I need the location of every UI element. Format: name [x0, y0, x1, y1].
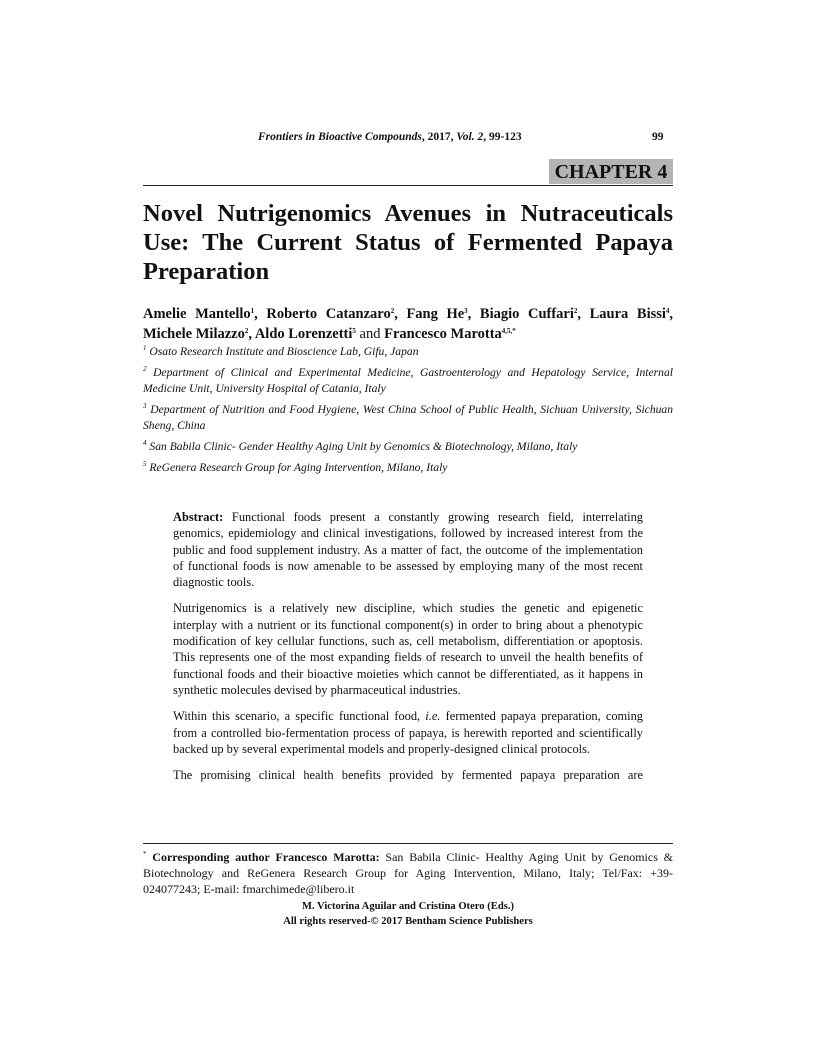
author-name: Francesco Marotta: [384, 326, 502, 342]
separator: ,: [248, 326, 255, 342]
author-name: Amelie Mantello: [143, 306, 251, 322]
author-name: Fang He: [406, 306, 465, 322]
affiliation: [143, 365, 673, 397]
footnote-label: Corresponding author Francesco Marotta:: [152, 850, 380, 864]
author: [406, 306, 467, 322]
affiliation-text: Department of Clinical and Experimental Medicine, Gastroenterology and Hepatology Service, Internal Medicine Unit, University Hospital of Catania, Italy: [143, 366, 673, 395]
abstract-paragraph: [173, 708, 643, 757]
abstract-text: Functional foods present a constantly growing research field, interrelating genomics, epidemiology and clinical investigations, followed by increased interest from the public and food supplement industry. As a matter of fact, the outcome of the implementation of functional foods is now amenable to be assessed by employing many of the most recent diagnostic tools.: [173, 510, 643, 590]
footnote-divider: [143, 843, 673, 844]
volume: Vol. 2: [456, 131, 484, 143]
affiliation: [143, 439, 673, 455]
footnote-mark: *: [143, 850, 147, 858]
author-affiliation-mark: 4,5,*: [501, 327, 516, 335]
author-name: Biagio Cuffari: [479, 306, 574, 322]
running-header: [258, 131, 522, 143]
affiliation-number: 4: [143, 439, 147, 447]
abstract: [173, 509, 643, 793]
divider: [143, 185, 673, 186]
affiliation: [143, 460, 673, 476]
separator: ,: [669, 306, 674, 322]
author: [384, 326, 516, 342]
separator: ,: [254, 306, 267, 322]
author: [590, 306, 670, 322]
abstract-paragraph: [173, 509, 643, 590]
author-affiliation-mark: 4: [665, 307, 670, 315]
chapter-label: CHAPTER 4: [549, 159, 673, 184]
footnote-text: San Babila Clinic- Healthy Aging Unit by Genomics & Biotechnology and ReGenera Research Group for Aging Intervention, Milano, Italy; Tel/Fax: +39-024077243; E-mail: fmarchimede@libero.it: [143, 850, 674, 896]
affiliation-number: 3: [143, 402, 147, 410]
year: , 2017,: [421, 131, 457, 143]
author-affiliation-mark: 2: [390, 307, 395, 315]
author-list: [143, 304, 673, 344]
author-affiliation-mark: 5: [352, 327, 356, 335]
author-name: Aldo Lorenzetti: [254, 326, 353, 342]
abstract-paragraph: Nutrigenomics is a relatively new discipline, which studies the genetic and epigenetic interplay with a nutrient or its functional component(s) in order to bring about a phenotypic modification of key cellular functions, such as, cell metabolism, differentiation or apoptosis. This represents one of the most expanding fields of research to unveil the health benefits of functional foods and their bioactive moieties which cannot be differentiated, as it happens in synthetic molecules devised by pharmaceutical industries.: [173, 601, 643, 697]
author: [143, 326, 248, 342]
author-affiliation-mark: 3: [464, 307, 468, 315]
affiliation-text: Department of Nutrition and Food Hygiene, West China School of Public Health, Sichuan University, Sichuan Sheng, China: [143, 403, 674, 432]
author-affiliation-mark: 2: [573, 307, 578, 315]
affiliation-number: 1: [143, 344, 147, 352]
journal-name: Frontiers in Bioactive Compounds: [258, 131, 422, 143]
page-number: 99: [652, 131, 664, 143]
text: i.e.: [425, 709, 441, 724]
text: Within this scenario, a specific functional food,: [173, 709, 426, 724]
affiliation: [143, 402, 673, 434]
author: [480, 306, 577, 322]
separator: ,: [577, 306, 590, 322]
affiliation: [143, 344, 673, 360]
affiliations: [143, 344, 673, 481]
affiliation-number: 2: [143, 365, 147, 373]
affiliation-text: Osato Research Institute and Bioscience Lab, Gifu, Japan: [149, 345, 419, 358]
author: [255, 326, 356, 342]
author-name: Roberto Catanzaro: [266, 306, 391, 322]
author: [266, 306, 394, 322]
text: fermented papaya preparation, coming from a controlled bio-fermentation process of papaya, is herewith reported and scientifically backed up by several experimental models and properly-designed clinical protocols.: [173, 709, 643, 756]
footnote: [143, 849, 673, 897]
separator: and: [355, 326, 385, 342]
author-name: Laura Bissi: [589, 306, 666, 322]
separator: ,: [467, 306, 480, 322]
copyright: All rights reserved-© 2017 Bentham Science Publishers: [283, 916, 533, 927]
chapter-title: Novel Nutrigenomics Avenues in Nutraceuticals Use: The Current Status of Fermented Papaya Preparation: [143, 200, 673, 285]
separator: ,: [394, 306, 407, 322]
author-affiliation-mark: 2: [244, 327, 249, 335]
abstract-label: Abstract:: [173, 510, 224, 524]
editors: M. Victorina Aguilar and Cristina Otero (Eds.): [301, 901, 515, 912]
affiliation-number: 5: [143, 460, 147, 468]
affiliation-text: ReGenera Research Group for Aging Intervention, Milano, Italy: [149, 461, 448, 474]
author-affiliation-mark: 1: [250, 307, 255, 315]
abstract-paragraph: The promising clinical health benefits provided by fermented papaya preparation are: [173, 768, 643, 783]
editors-block: [143, 899, 673, 929]
affiliation-text: San Babila Clinic- Gender Healthy Aging Unit by Genomics & Biotechnology, Milano, Italy: [149, 440, 578, 453]
author: [143, 306, 254, 322]
author-name: Michele Milazzo: [143, 326, 245, 342]
page-range: , 99-123: [483, 131, 522, 143]
